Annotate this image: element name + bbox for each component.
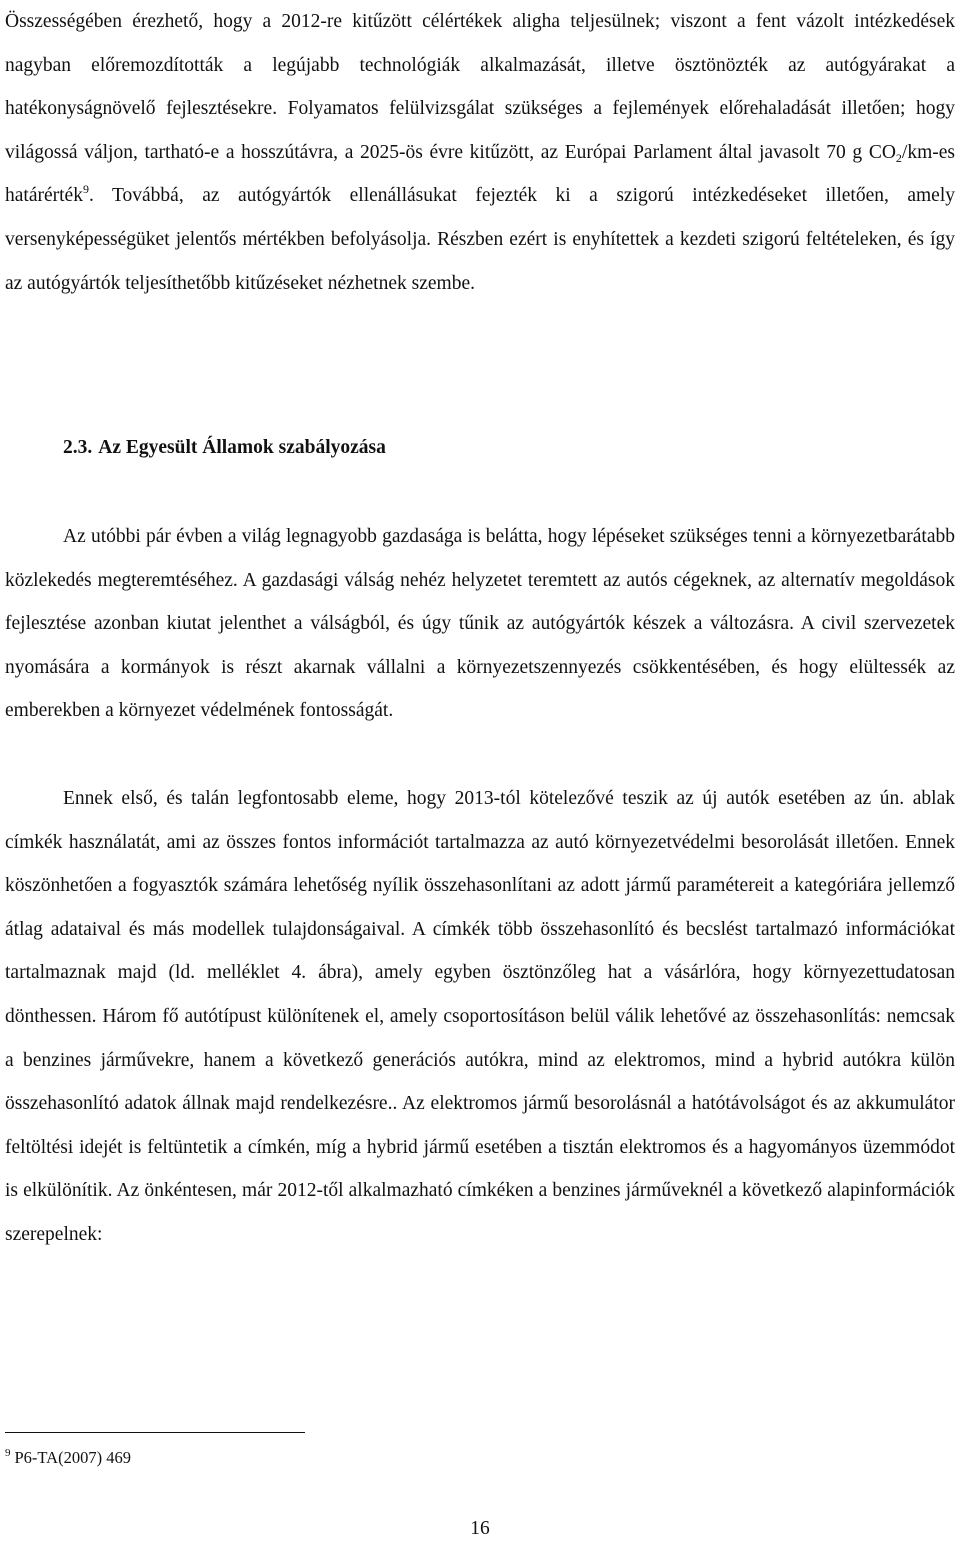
paragraph-text: /km-es határérték bbox=[5, 141, 955, 207]
page-number: 16 bbox=[470, 1518, 490, 1539]
paragraph-text: Összességében érezhető, hogy a 2012-re kitűzött célértékek aligha teljesülnek; viszont a fent vázolt intézkedések nagyban előremozdították a legújabb technológiák alkalmazását, illetve ösztönözték az autógyárakat a hatékonyságnövelő fejlesztésekre. Folyamatos felülvizsgálat szükséges a fejlemények előrehaladását illetően; hogy világossá váljon, tartható-e a hosszútávra, a 2025-ös évre kitűzött, az Európai Parlament által javasolt 70 g CO bbox=[5, 11, 955, 163]
paragraph-text: . Továbbá, az autógyártók ellenállásukat fejezték ki a szigorú intézkedéseket illetően, amely versenyképességüket jelentős mértékben befolyásolja. Részben ezért is enyhítettek a kezdeti szigorú feltételeken, és így az autógyártók teljesíthetőbb kitűzéseket nézhetnek szembe. bbox=[5, 185, 955, 294]
footnote bbox=[5, 1446, 131, 1470]
paragraph-eu-targets bbox=[5, 0, 955, 305]
section-heading bbox=[63, 433, 386, 463]
subscript-2: 2 bbox=[895, 150, 902, 165]
footnote-reference[interactable]: 9 bbox=[82, 182, 89, 197]
section-number: 2.3. bbox=[63, 437, 93, 458]
paragraph-window-labels: Ennek első, és talán legfontosabb eleme, hogy 2013-tól kötelezővé teszik az új autók esetében az ún. ablak címkék használatát, ami az összes fontos információt tartalmazza az autó környezetvédelmi besorolását illetően. Ennek köszönhetően a fogyasztók számára lehetőség nyílik összehasonlítani az adott jármű paramétereit a kategóriára jellemző átlag adataival és más modellek tulajdonságaival. A címkék több összehasonlító és becslést tartalmazó információkat tartalmaznak majd (ld. melléklet 4. ábra), amely egyben ösztönzőleg hat a vásárlóra, hogy környezettudatosan dönthessen. Három fő autótípust különítenek el, amely csoportosításon belül válik lehetővé az összehasonlítás: nemcsak a benzines járművekre, hanem a következő generációs autókra, mind az elektromos, mind a hybrid autókra külön összehasonlító adatok állnak majd rendelkezésre.. Az elektromos jármű besorolásnál a hatótávolságot és az akkumulátor feltöltési idejét is feltüntetik a címkén, míg a hybrid jármű esetében a tisztán elektromos és a hagyományos üzemmódot is elkülönítik. Az önkéntesen, már 2012-től alkalmazható címkéken a benzines járműveknél a következő alapinformációk szerepelnek: bbox=[5, 788, 955, 1245]
footnote-text: P6-TA(2007) 469 bbox=[14, 1448, 131, 1467]
section-title: Az Egyesült Államok szabályozása bbox=[98, 437, 386, 458]
footnote-separator bbox=[5, 1432, 305, 1433]
paragraph-us-intro: Az utóbbi pár évben a világ legnagyobb gazdasága is belátta, hogy lépéseket szükséges tenni a környezetbarátabb közlekedés megteremtéséhez. A gazdasági válság nehéz helyzetet teremtett az autós cégeknek, az alternatív megoldások fejlesztése azonban kiutat jelenthet a válságból, és úgy tűnik az autógyártók készek a változásra. A civil szervezetek nyomására a kormányok is részt akarnak vállalni a környezetszennyezés csökkentésében, és hogy elültessék az emberekben a környezet védelmének fontosságát. bbox=[5, 526, 955, 722]
footnote-mark: 9 bbox=[5, 1447, 11, 1459]
